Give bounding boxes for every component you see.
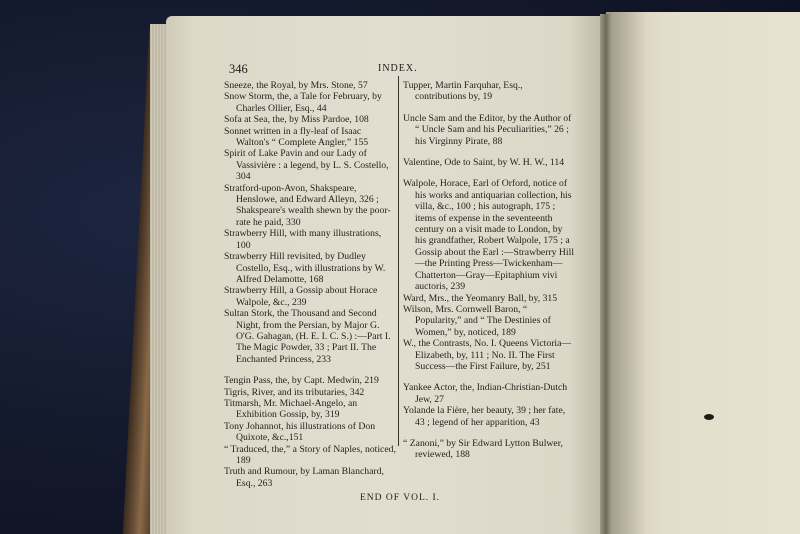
- index-entry: Wilson, Mrs. Cornwell Baron, “ Popularity,” and “ The Destinies of Women,” by, noticed, 189: [403, 303, 551, 338]
- index-entry: Sofa at Sea, the, by Miss Pardoe, 108: [224, 114, 369, 126]
- index-entry: Tengin Pass, the, by Capt. Medwin, 219: [224, 375, 379, 387]
- ink-spot: [704, 414, 714, 420]
- index-entry: Sultan Stork, the Thousand and Second Night, from the Persian, by Major G. O'G. Gahagan, (H. E. I. C. S.) :—Part I. The Magic Powder, 33 ; Part II. The Enchanted Princess, 233: [224, 308, 391, 365]
- right-page-shadow: [606, 12, 646, 534]
- book-gutter: [600, 14, 612, 534]
- index-entry: Sonnet written in a fly-leaf of Isaac Walton's “ Complete Angler,” 155: [224, 125, 369, 149]
- index-entry: Stratford-upon-Avon, Shakspeare, Henslowe, and Edward Alleyn, 326 ; Shakspeare's wealth shewn by the poor-rate he paid, 330: [224, 182, 391, 228]
- index-entry: Spirit of Lake Pavin and our Lady of Vassivière : a legend, by L. S. Costello, 304: [224, 148, 389, 183]
- index-entry: “ Traduced, the,” a Story of Naples, noticed, 189: [224, 443, 396, 466]
- entry-gap: [403, 103, 576, 113]
- index-entry: Tony Johannot, his illustrations of Don Quixote, &c.,151: [224, 420, 376, 444]
- index-entry: Snow Storm, the, a Tale for February, by Charles Ollier, Esq., 44: [224, 91, 382, 114]
- index-entry: Valentine, Ode to Saint, by W. H. W., 114: [403, 157, 565, 169]
- running-head: INDEX.: [378, 63, 418, 74]
- index-entry: Tigris, River, and its tributaries, 342: [224, 386, 365, 398]
- page-footer: END OF VOL. I.: [360, 493, 441, 503]
- index-right-column: [403, 80, 576, 461]
- entry-gap: [403, 372, 576, 382]
- index-entry: W., the Contrasts, No. I. Queens Victoria—Elizabeth, by, 111 ; No. II. The First Success—the First Failure, by, 251: [403, 338, 572, 372]
- index-entry: Uncle Sam and the Editor, by the Author of “ Uncle Sam and his Peculiarities,” 26 ; his Virginny Pirate, 88: [403, 112, 572, 147]
- index-entry: Titmarsh, Mr. Michael-Angelo, an Exhibition Gossip, by, 319: [224, 397, 358, 421]
- entry-gap: [403, 168, 576, 178]
- index-entry: Strawberry Hill, a Gossip about Horace Walpole, &c., 239: [224, 285, 378, 308]
- index-left-column: [224, 80, 396, 489]
- entry-gap: [403, 147, 576, 157]
- index-entry: Strawberry Hill revisited, by Dudley Costello, Esq., with illustrations by W. Alfred Delamotte, 168: [224, 251, 386, 285]
- index-entry: Truth and Rumour, by Laman Blanchard, Esq., 263: [224, 466, 384, 489]
- entry-gap: [224, 365, 396, 375]
- index-entry: Sneeze, the Royal, by Mrs. Stone, 57: [224, 80, 368, 91]
- entry-gap: [403, 428, 576, 438]
- index-entry: Ward, Mrs., the Yeomanry Ball, by, 315: [403, 292, 558, 304]
- index-entry: Yolande la Fière, her beauty, 39 ; her fate, 43 ; legend of her apparition, 43: [403, 405, 566, 428]
- column-rule: [398, 76, 399, 446]
- index-entry: Walpole, Horace, Earl of Orford, notice of his works and antiquarian collection, his villa, &c., 100 ; his autograph, 175 ; items of expense in the seventeenth century on a visit made to London, by his grandfather, Robert Walpole, 175 ; a Gossip about the Earl :—Strawberry Hill—the Printing Press—Twickenham—Chatterton—Gray—Epitaphium vivi auctoris, 239: [403, 178, 575, 293]
- index-entry: Tupper, Martin Farquhar, Esq., contributions by, 19: [403, 80, 523, 103]
- index-entry: Strawberry Hill, with many illustrations, 100: [224, 228, 382, 251]
- page-number: 346: [229, 62, 248, 76]
- index-entry: “ Zanoni,” by Sir Edward Lytton Bulwer, reviewed, 188: [403, 437, 563, 461]
- index-entry: Yankee Actor, the, Indian-Christian-Dutch Jew, 27: [403, 382, 568, 405]
